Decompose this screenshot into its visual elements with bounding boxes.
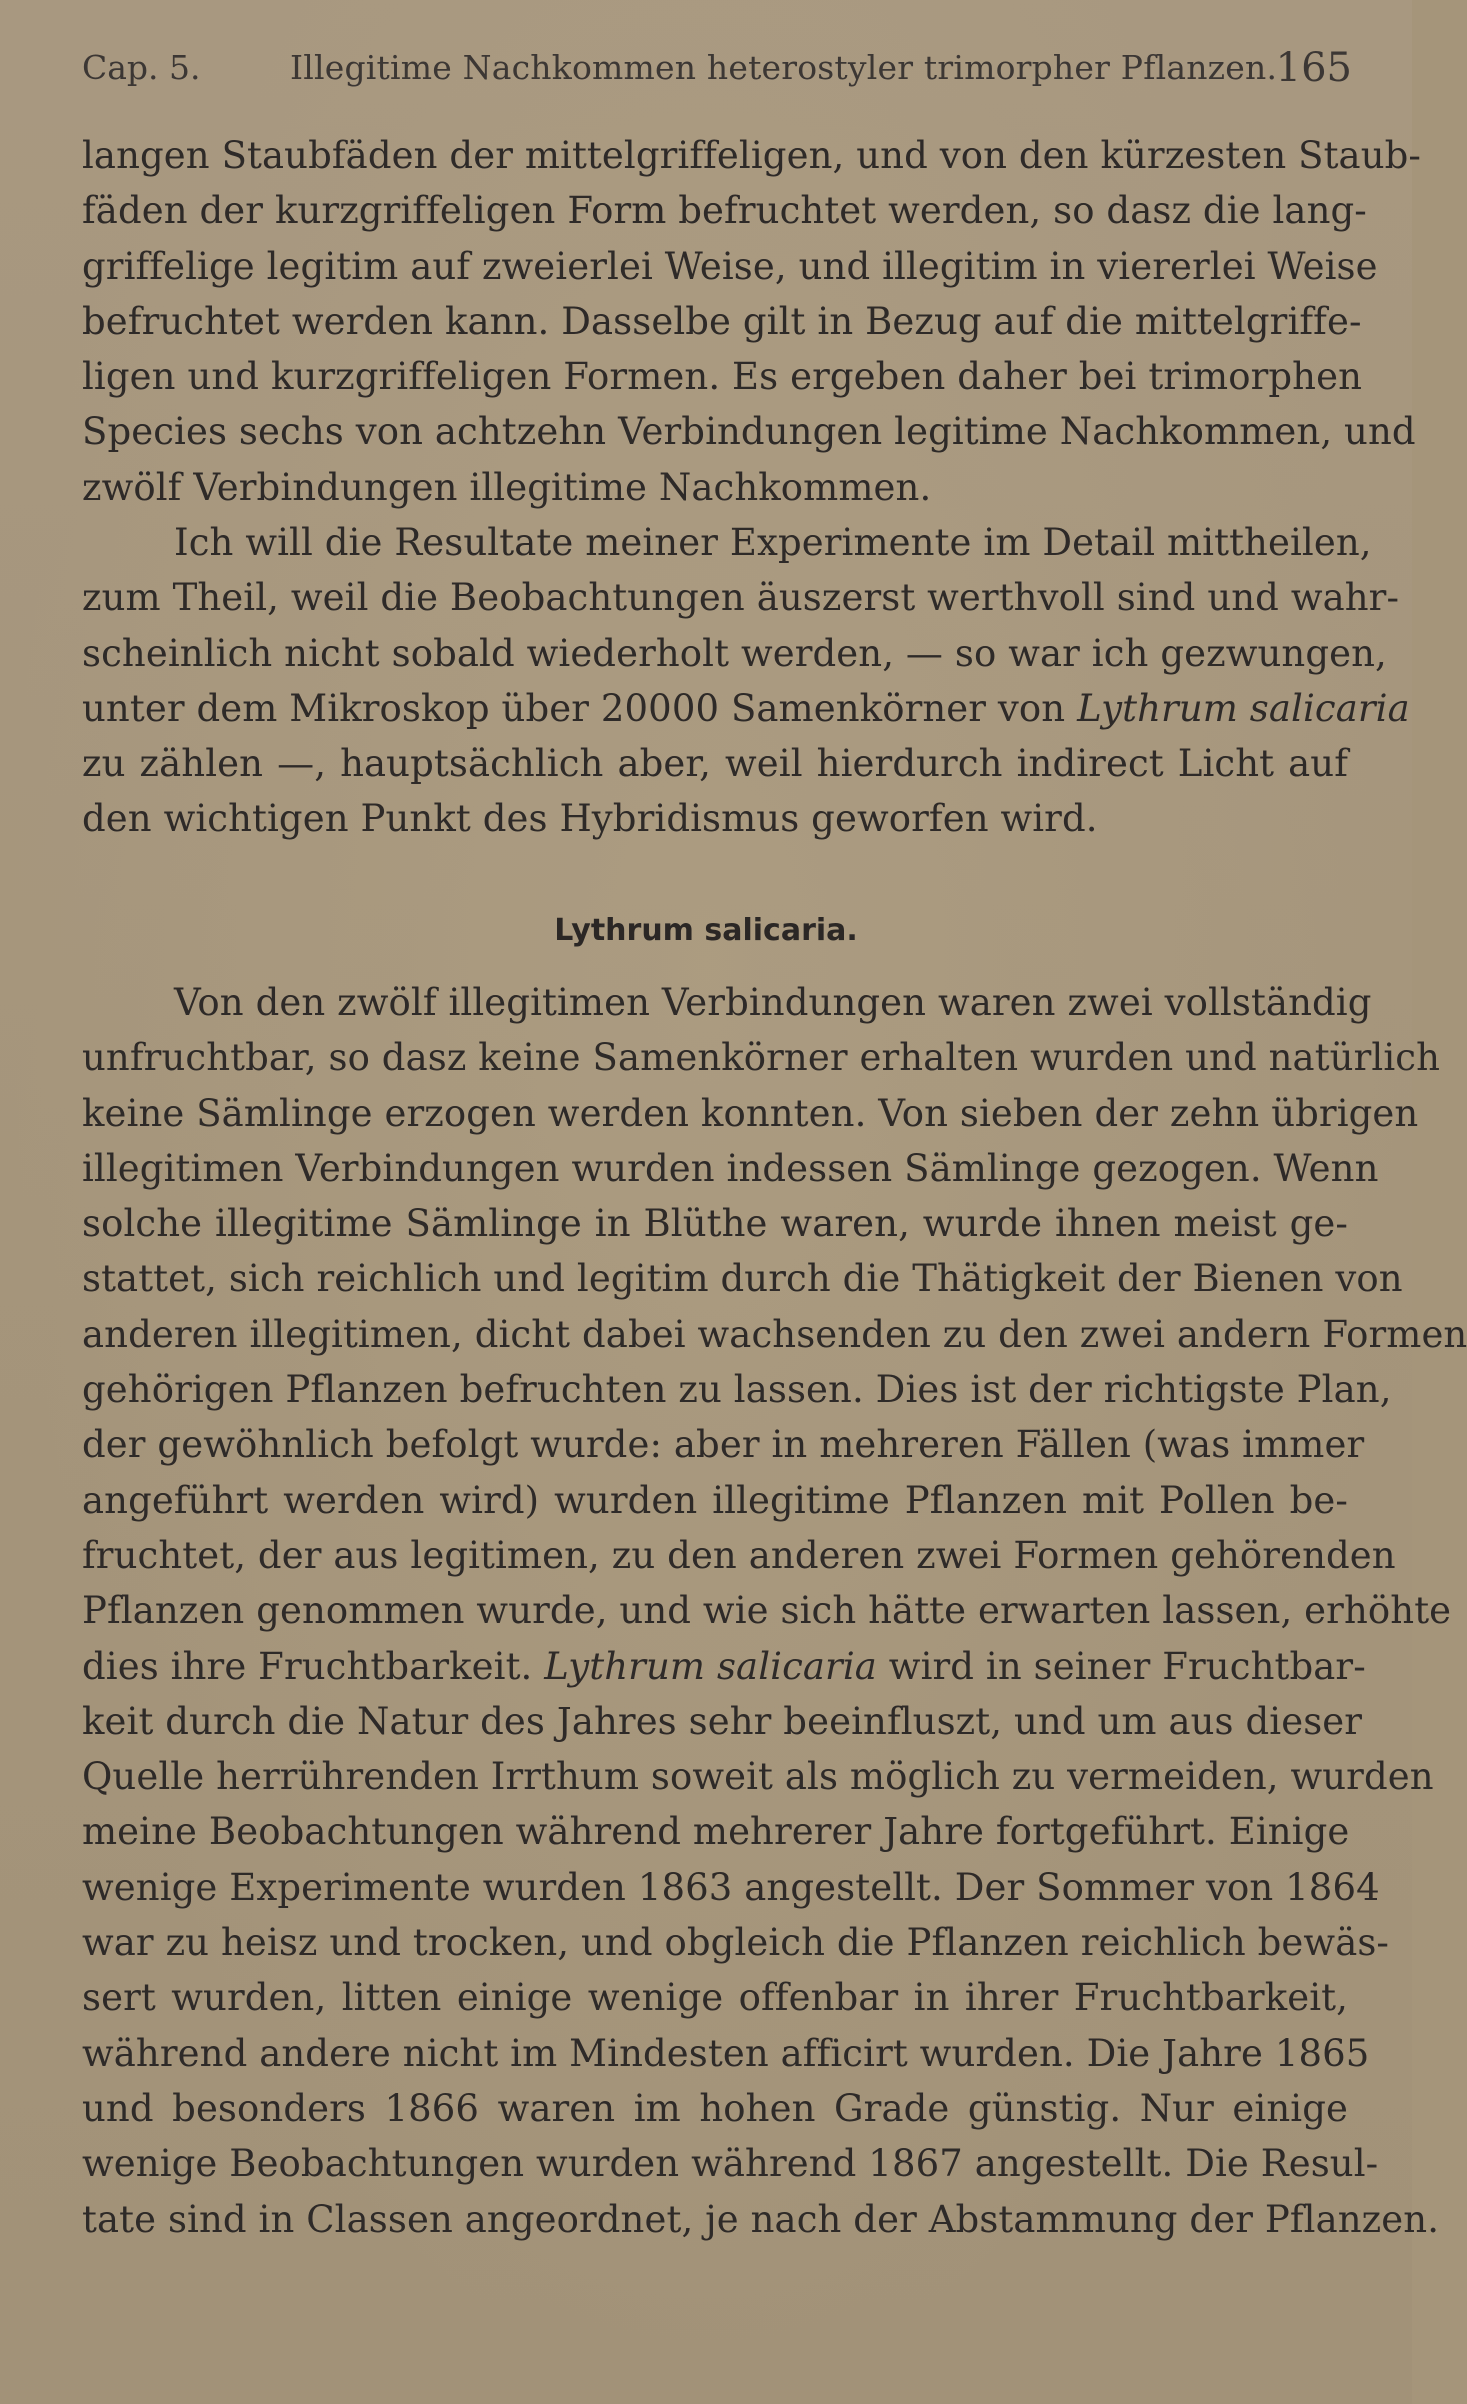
text-line: tate sind in Classen angeordnet, je nach der Abstammung der Pflanzen. xyxy=(82,2197,1440,2241)
paragraph-2 xyxy=(82,515,1410,847)
text-line: scheinlich nicht sobald wiederholt werden, — so war ich gezwungen, xyxy=(82,631,1387,675)
text-line: illegitimen Verbindungen wurden indessen Sämlinge gezogen. Wenn xyxy=(82,1146,1379,1190)
text-fragment: dies ihre Fruchtbarkeit. xyxy=(82,1644,545,1688)
text-fragment: unter dem Mikroskop über 20000 Samenkörner von xyxy=(82,686,1078,730)
text-line: griffelige legitim auf zweierlei Weise, und illegitim in viererlei Weise xyxy=(82,244,1378,288)
text-line: keit durch die Natur des Jahres sehr beeinfluszt, und um aus dieser xyxy=(82,1699,1363,1743)
text-line: solche illegitime Sämlinge in Blüthe waren, wurde ihnen meist ge- xyxy=(82,1202,1348,1246)
text-line: Von den zwölf illegitimen Verbindungen waren zwei vollständig xyxy=(174,981,1372,1024)
text-line: der gewöhnlich befolgt wurde: aber in mehreren Fällen (was immer xyxy=(82,1423,1365,1467)
paragraph-3 xyxy=(82,975,1467,2247)
text-line: stattet, sich reichlich und legitim durch die Thätigkeit der Bienen von xyxy=(82,1257,1403,1301)
text-line: zum Theil, weil die Beobachtungen äuszerst werthvoll sind und wahr- xyxy=(82,576,1400,620)
text-line: befruchtet werden kann. Dasselbe gilt in Bezug auf die mittelgriffe- xyxy=(82,299,1362,343)
text-line: war zu heisz und trocken, und obgleich die Pflanzen reichlich bewäs- xyxy=(82,1921,1390,1965)
section-heading: Lythrum salicaria. xyxy=(554,913,858,948)
text-line: sert wurden, litten einige wenige offenbar in ihrer Fruchtbarkeit, xyxy=(82,1976,1348,2020)
running-title: Illegitime Nachkommen heterostyler trimorpher Pflanzen. xyxy=(290,48,1278,87)
text-line: keine Sämlinge erzogen werden konnten. Von sieben der zehn übrigen xyxy=(82,1091,1419,1135)
text-line: anderen illegitimen, dicht dabei wachsenden zu den zwei andern Formen xyxy=(82,1312,1467,1356)
text-line: angeführt werden wird) wurden illegitime Pflanzen mit Pollen be- xyxy=(82,1478,1348,1522)
text-line: wenige Beobachtungen wurden während 1867 angestellt. Die Resul- xyxy=(82,2142,1379,2186)
text-line: fruchtet, der aus legitimen, zu den anderen zwei Formen gehörenden xyxy=(82,1533,1396,1577)
text-line: ligen und kurzgriffeligen Formen. Es ergeben daher bei trimorphen xyxy=(82,355,1363,399)
text-line xyxy=(82,1639,1366,1694)
species-name-italic: Lythrum salicaria xyxy=(1077,686,1410,730)
text-line: den wichtigen Punkt des Hybridismus geworfen wird. xyxy=(82,797,1098,841)
text-line: zu zählen —, hauptsächlich aber, weil hierdurch indirect Licht auf xyxy=(82,742,1348,786)
text-line: unfruchtbar, so dasz keine Samenkörner erhalten wurden und natürlich xyxy=(82,1036,1441,1080)
chapter-label: Cap. 5. xyxy=(82,48,201,87)
text-line: fäden der kurzgriffeligen Form befruchtet werden, so dasz die lang- xyxy=(82,189,1367,233)
text-fragment: wird in seiner Fruchtbar- xyxy=(876,1644,1366,1688)
page-number: 165 xyxy=(1275,45,1352,91)
text-line: wenige Experimente wurden 1863 angestellt. Der Sommer von 1864 xyxy=(82,1865,1380,1909)
text-line: während andere nicht im Mindesten afficirt wurden. Die Jahre 1865 xyxy=(82,2031,1370,2075)
text-line: Ich will die Resultate meiner Experimente im Detail mittheilen, xyxy=(174,521,1372,564)
text-line: langen Staubfäden der mittelgriffeligen, und von den kürzesten Staub- xyxy=(82,134,1422,177)
text-line: meine Beobachtungen während mehrerer Jahre fortgeführt. Einige xyxy=(82,1810,1350,1854)
text-line: Quelle herrührenden Irrthum soweit als möglich zu vermeiden, wurden xyxy=(82,1755,1434,1799)
species-name-italic: Lythrum salicaria xyxy=(544,1644,877,1688)
text-line: und besonders 1866 waren im hohen Grade günstig. Nur einige xyxy=(82,2086,1348,2130)
text-line xyxy=(82,681,1410,736)
text-line: Pflanzen genommen wurde, und wie sich hätte erwarten lassen, erhöhte xyxy=(82,1589,1452,1633)
text-line: Species sechs von achtzehn Verbindungen legitime Nachkommen, und xyxy=(82,410,1416,454)
text-line: gehörigen Pflanzen befruchten zu lassen. Dies ist der richtigste Plan, xyxy=(82,1368,1392,1412)
paragraph-1 xyxy=(82,128,1422,515)
text-line: zwölf Verbindungen illegitime Nachkommen. xyxy=(82,465,932,509)
running-head xyxy=(82,45,1352,91)
